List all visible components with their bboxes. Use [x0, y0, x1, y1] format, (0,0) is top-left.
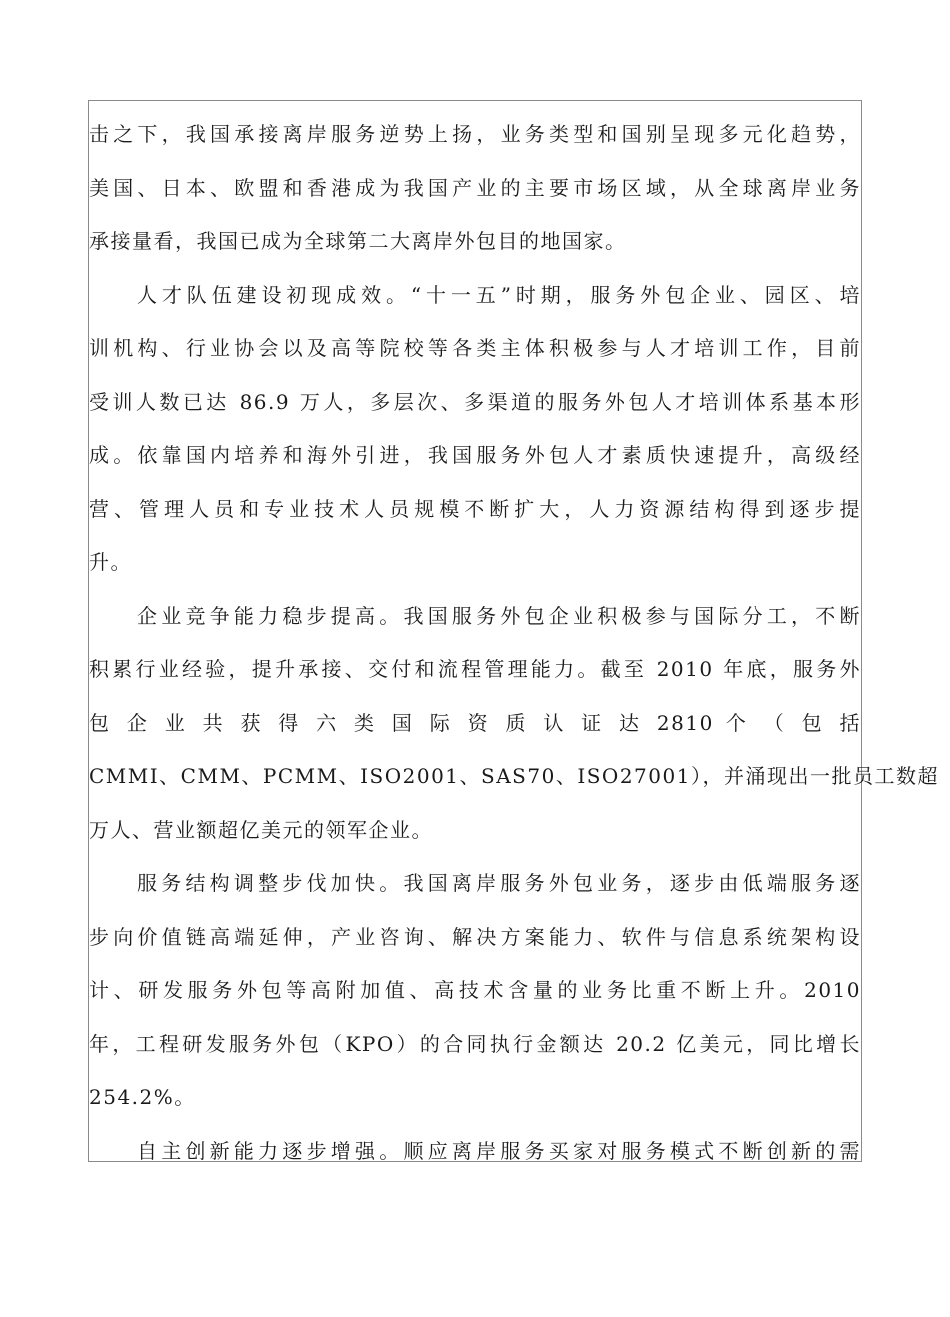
text-line: 年，工程研发服务外包（KPO）的合同执行金额达 20.2 亿美元，同比增长 [89, 1031, 861, 1056]
paragraph-start-line: 自主创新能力逐步增强。顺应离岸服务买家对服务模式不断创新的需 [137, 1138, 861, 1163]
text-line: 训机构、行业协会以及高等院校等各类主体积极参与人才培训工作，目前 [89, 336, 861, 360]
text-line: 美国、日本、欧盟和香港成为我国产业的主要市场区域，从全球离岸业务 [89, 175, 861, 200]
text-line: 升。 [89, 550, 132, 574]
text-line: CMMI、CMM、PCMM、ISO2001、SAS70、ISO27001），并涌现出一批员工数超 [89, 764, 939, 788]
content-frame [88, 100, 939, 1163]
paragraph-start-line: 人才队伍建设初现成效。“十一五”时期，服务外包企业、园区、培 [137, 282, 861, 307]
paragraph-start-line: 企业竞争能力稳步提高。我国服务外包企业积极参与国际分工，不断 [137, 603, 861, 628]
text-line: 积累行业经验，提升承接、交付和流程管理能力。截至 2010 年底，服务外 [89, 657, 861, 681]
text-line: 254.2%。 [89, 1085, 196, 1109]
text-line: 步向价值链高端延伸，产业咨询、解决方案能力、软件与信息系统架构设 [89, 924, 861, 949]
text-line: 击之下，我国承接离岸服务逆势上扬，业务类型和国别呈现多元化趋势， [89, 122, 861, 146]
text-line: 受训人数已达 86.9 万人，多层次、多渠道的服务外包人才培训体系基本形 [89, 389, 861, 414]
text-line: 成。依靠国内培养和海外引进，我国服务外包人才素质快速提升，高级经 [89, 443, 861, 467]
text-line: 计、研发服务外包等高附加值、高技术含量的业务比重不断上升。2010 [89, 978, 861, 1002]
text-line: 万人、营业额超亿美元的领军企业。 [89, 817, 433, 842]
text-line: 营、管理人员和专业技术人员规模不断扩大，人力资源结构得到逐步提 [89, 496, 861, 521]
text-line: 承接量看，我国已成为全球第二大离岸外包目的地国家。 [89, 229, 627, 253]
document-body [89, 108, 939, 1178]
paragraph-start-line: 服务结构调整步伐加快。我国离岸服务外包业务，逐步由低端服务逐 [137, 871, 861, 895]
text-line: 包 企 业 共 获 得 六 类 国 际 资 质 认 证 达 2810 个 （ 包 括 [89, 710, 861, 735]
